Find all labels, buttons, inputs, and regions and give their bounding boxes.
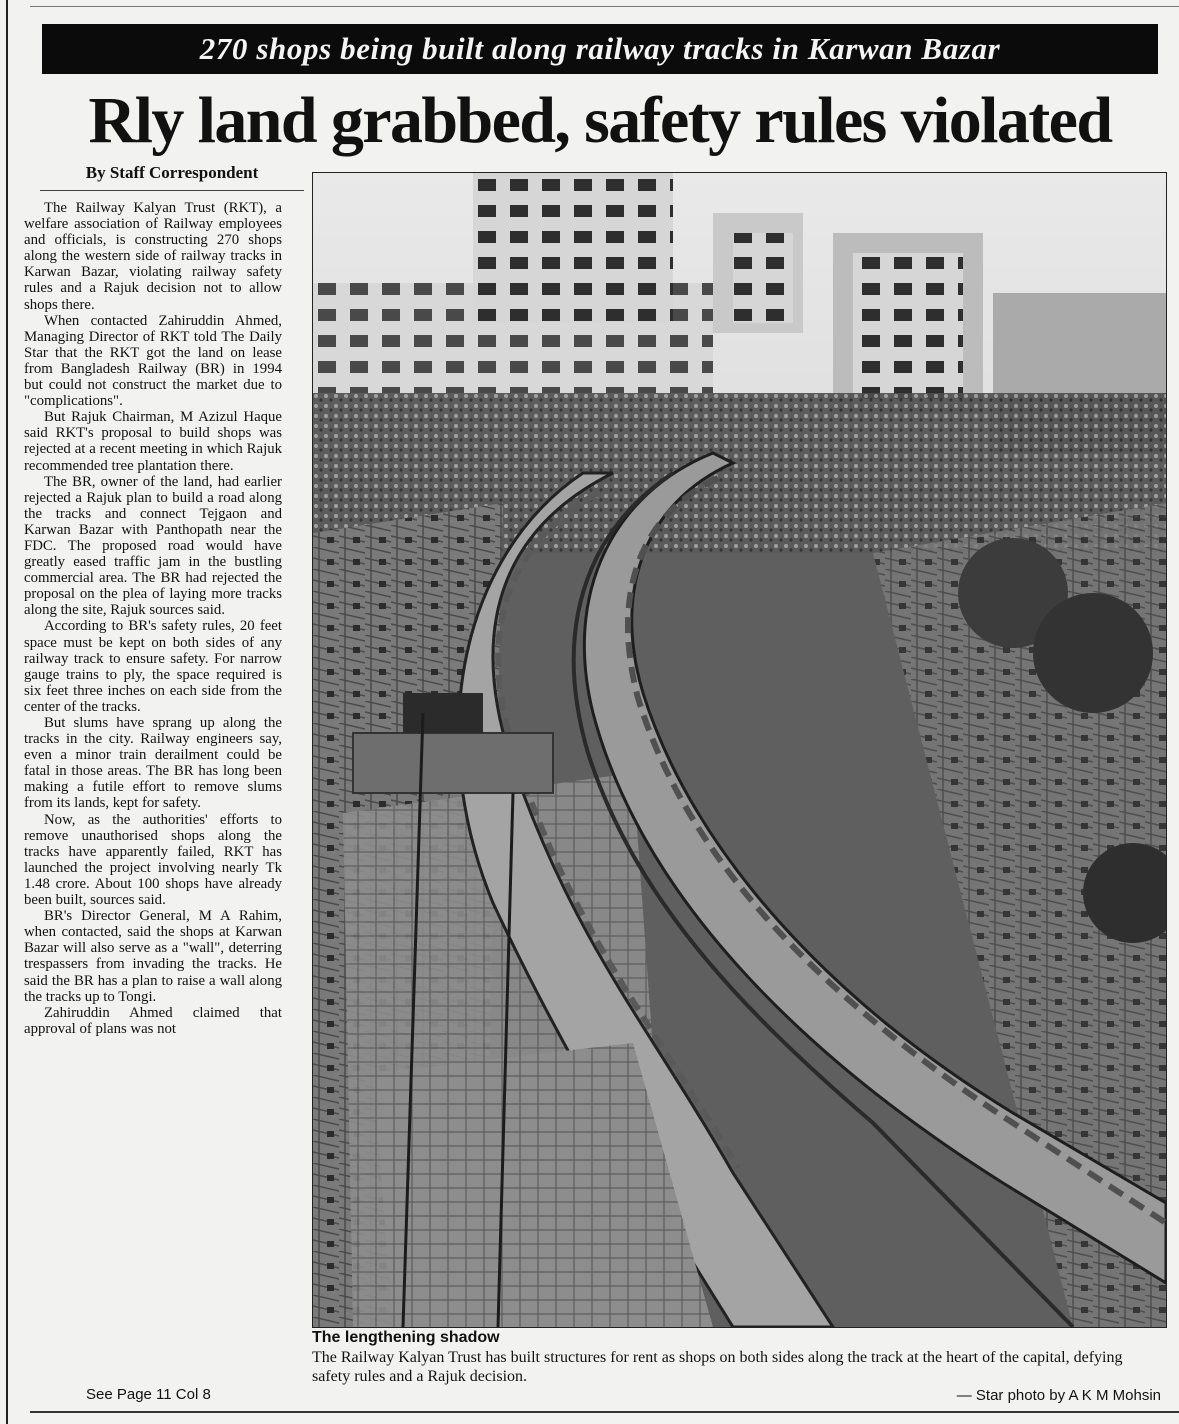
clipping-edge-line <box>6 0 8 1424</box>
article-paragraph: But slums have sprang up along the tracks in the city. Railway engineers say, even a minor train derailment could be fatal in those areas. The BR has long been making a futile effort to remove slums from its lands, kept for safety. <box>24 715 282 812</box>
news-photo <box>312 172 1167 1328</box>
article-paragraph: The BR, owner of the land, had earlier rejected a Rajuk plan to build a road along the tracks and connect Tejgaon and Karwan Bazar with Panthopath near the FDC. The proposed road would have greatly eased traffic jam in the bustling commercial area. The BR had rejected the proposal on the plea of laying more tracks along the site, Rajuk sources said. <box>24 473 282 619</box>
article-paragraph: Now, as the authorities' efforts to remove unauthorised shops along the tracks have apparently failed, RKT has launched the project involving nearly Tk 1.48 crore. About 100 shops have already been built, sources said. <box>24 811 282 909</box>
article-paragraph: BR's Director General, M A Rahim, when contacted, said the shops at Karwan Bazar will also serve as a "wall", deterring trespassers from invading the tracks. He said the BR has a plan to raise a wall along the tracks up to Tongi. <box>24 908 282 1005</box>
photo-caption-title: The lengthening shadow <box>312 1329 500 1346</box>
kicker-banner <box>42 24 1158 74</box>
photo-credit: — Star photo by A K M Mohsin <box>956 1387 1161 1404</box>
top-rule <box>30 6 1179 7</box>
article-paragraph: Zahiruddin Ahmed claimed that approval of plans was not <box>24 1004 282 1037</box>
article-paragraph: When contacted Zahiruddin Ahmed, Managing Director of RKT told The Daily Star that the RKT got the land on lease from Bangladesh Railway (BR) in 1994 but could not construct the market due to "complications". <box>24 312 282 410</box>
jump-line: See Page 11 Col 8 <box>86 1386 211 1403</box>
article-paragraph: But Rajuk Chairman, M Azizul Haque said RKT's proposal to build shops was rejected at a recent meeting in which Rajuk recommended tree plantation there. <box>24 409 282 474</box>
photo-caption-text: The Railway Kalyan Trust has built structures for rent as shops on both sides along the track at the heart of the capital, defying safety rules and a Rajuk decision. <box>312 1349 1123 1385</box>
article-paragraph: According to BR's safety rules, 20 feet space must be kept on both sides of any railway track to ensure safety. For narrow gauge trains to ply, the space required is six feet three inches on each side from the center of the tracks. <box>24 618 282 715</box>
bottom-rule <box>30 1411 1179 1413</box>
byline-rule <box>40 190 304 191</box>
article-paragraph: The Railway Kalyan Trust (RKT), a welfare association of Railway employees and officials, is constructing 270 shops along the western side of railway tracks in Karwan Bazar, violating railway safety rules and a Rajuk decision not to allow shops there. <box>24 200 282 313</box>
article-body <box>24 200 282 1370</box>
kicker-text: 270 shops being built along railway tracks in Karwan Bazar <box>199 31 1001 66</box>
headline: Rly land grabbed, safety rules violated <box>88 84 1112 157</box>
photo-railway-slum-aerial-icon <box>313 173 1166 1327</box>
byline: By Staff Correspondent <box>85 163 259 182</box>
